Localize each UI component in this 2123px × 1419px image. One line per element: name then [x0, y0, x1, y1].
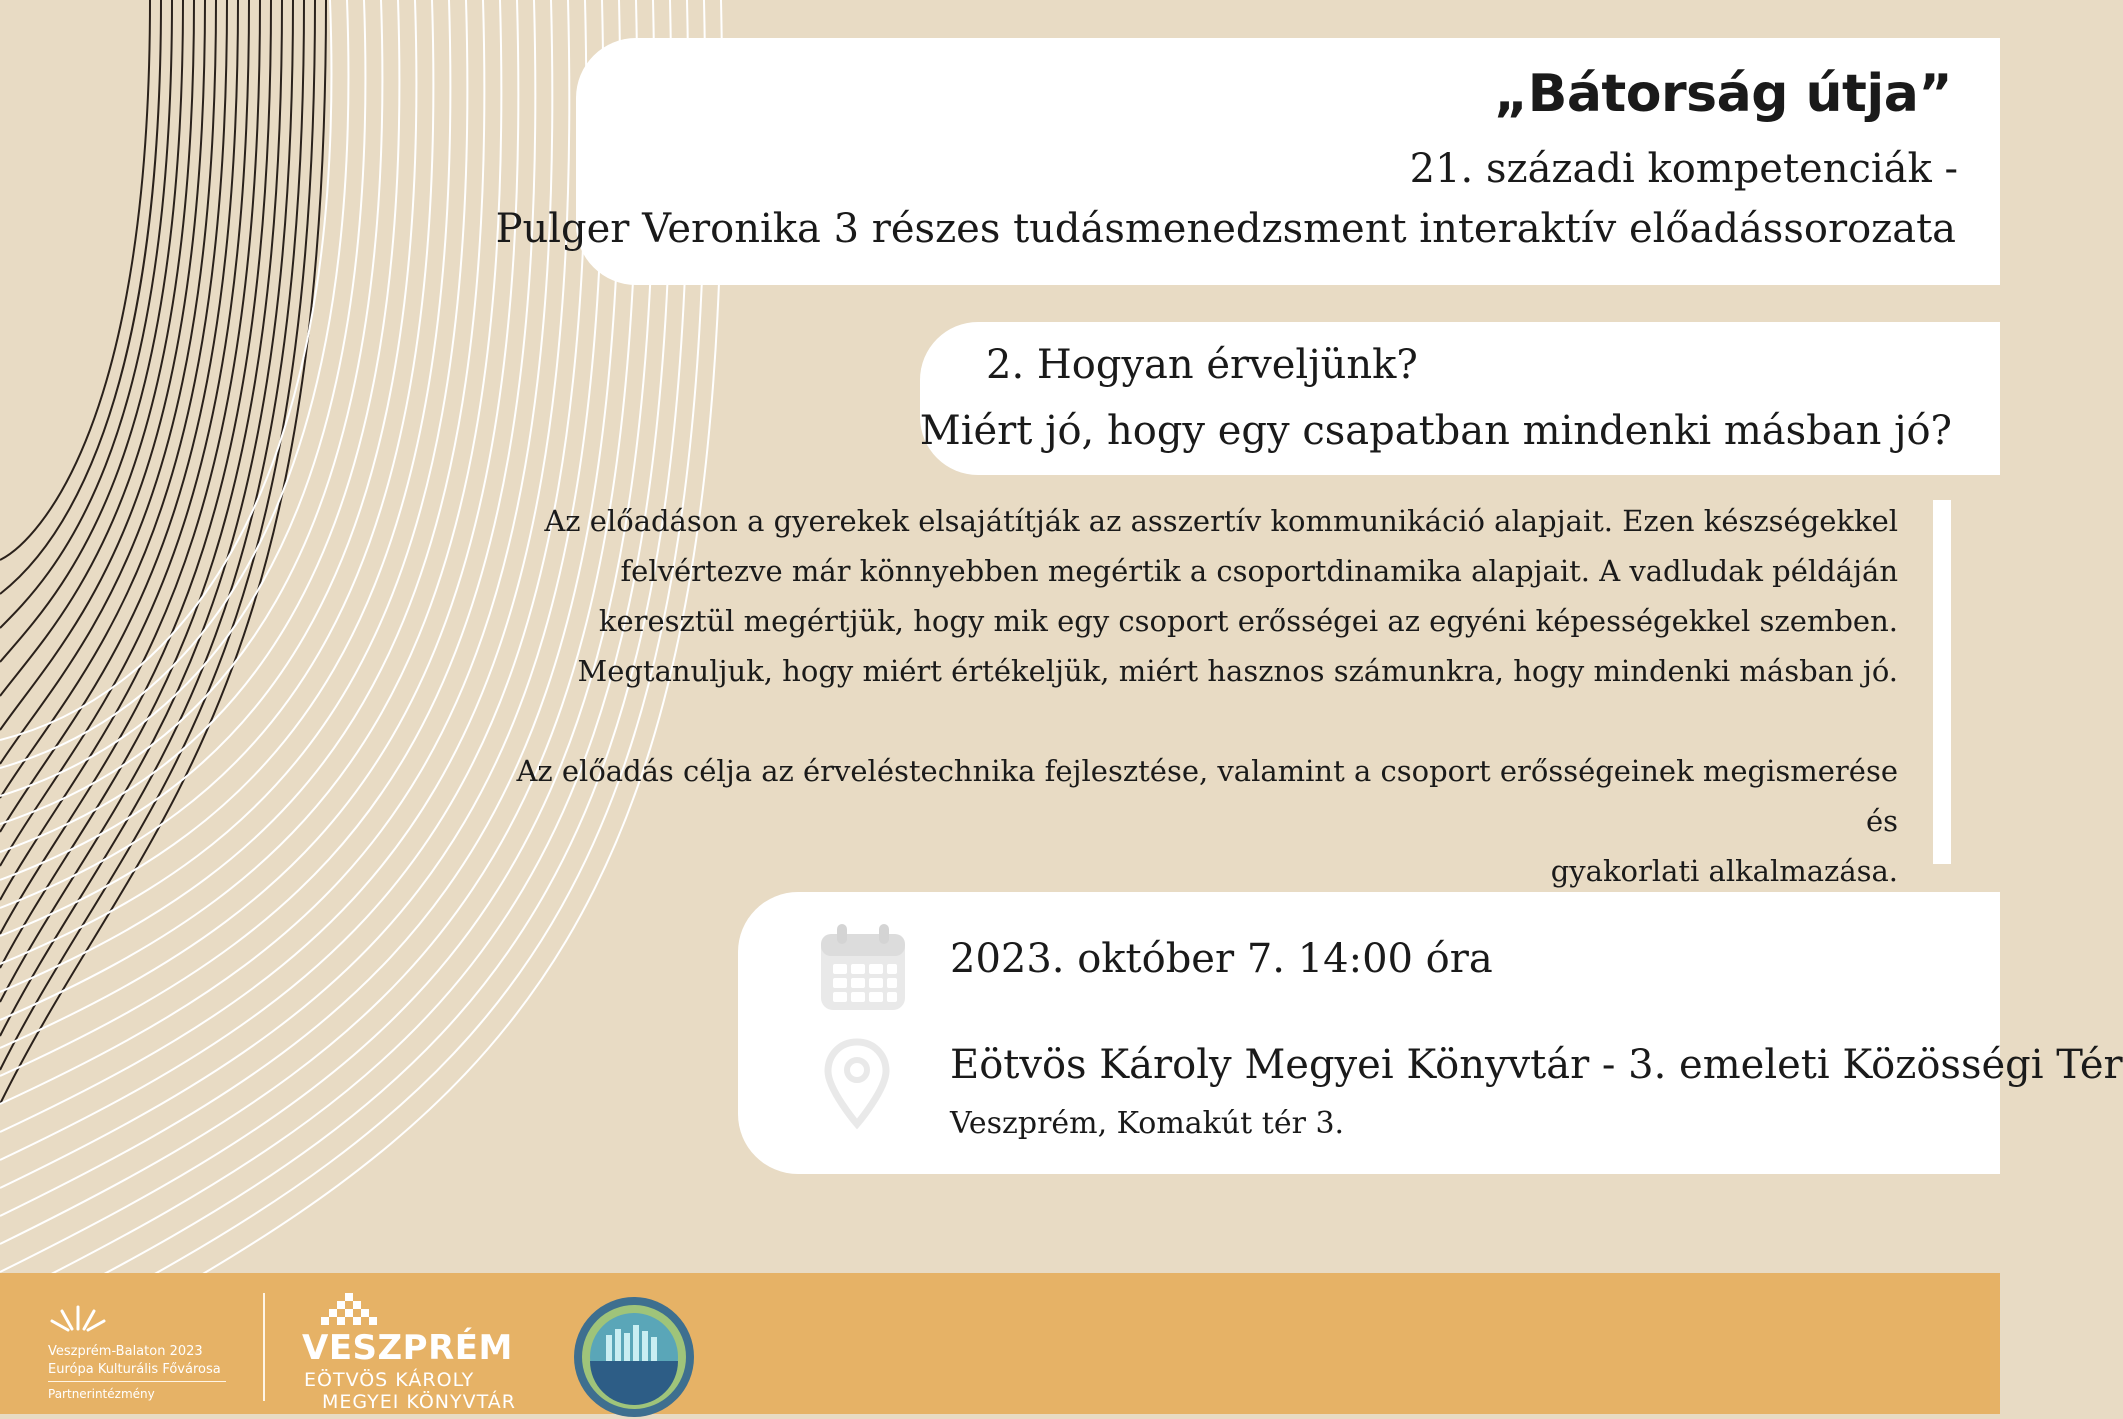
decorative-curve	[0, 0, 161, 594]
ecoc-divider	[48, 1381, 226, 1382]
description	[478, 496, 1898, 896]
decorative-curve	[0, 0, 271, 934]
description-line: Megtanuljuk, hogy miért értékeljük, miért hasznos számunkra, hogy mindenki másban jó.	[577, 654, 1898, 688]
decorative-curve	[0, 0, 501, 1020]
library-logo-sub1: EÖTVÖS KÁROLY	[304, 1369, 475, 1391]
session-question: Miért jó, hogy egy csapatban mindenki másban jó?	[919, 408, 1952, 454]
event-title: „Bátorság útja”	[1494, 64, 1952, 124]
calendar-icon	[817, 922, 909, 1014]
library-days-badge-icon	[572, 1295, 696, 1419]
description-line: Az előadáson a gyerekek elsajátítják az asszertív kommunikáció alapjait. Ezen készségekkel	[544, 504, 1898, 538]
event-details-card	[738, 892, 2123, 1174]
session-title: 2. Hogyan érveljünk?	[986, 342, 1418, 388]
footer-separator	[263, 1293, 265, 1401]
description-accent-bar	[1933, 500, 1951, 864]
decorative-curve	[0, 0, 216, 764]
series-description: Pulger Veronika 3 részes tudásmenedzsment interaktív előadássorozata	[495, 206, 1956, 252]
description-line: gyakorlati alkalmazása.	[1550, 854, 1898, 888]
decorative-curve	[0, 0, 304, 1036]
description-line: Az előadás célja az érveléstechnika fejlesztése, valamint a csoport erősségeinek megismerése és	[516, 754, 1898, 838]
description-line: keresztül megértjük, hogy mik egy csoport erősségei az egyéni képességekkel szemben.	[598, 604, 1898, 638]
veszprem-crown-icon	[320, 1293, 378, 1325]
footer-bar	[0, 1273, 2000, 1414]
question-card	[920, 322, 2000, 475]
event-datetime: 2023. október 7. 14:00 óra	[950, 936, 1493, 982]
event-address: Veszprém, Komakút tér 3.	[950, 1106, 1345, 1141]
ecoc-subtitle: Európa Kulturális Fővárosa	[48, 1362, 221, 1377]
event-subtitle: 21. századi kompetenciák -	[1409, 146, 1958, 192]
library-logo-name: VESZPRÉM	[302, 1328, 513, 1368]
decorative-curve	[0, 0, 172, 628]
decorative-curve	[0, 0, 260, 900]
location-pin-icon	[824, 1038, 890, 1128]
decorative-curve	[0, 0, 194, 696]
library-logo-sub2: MEGYEI KÖNYVTÁR	[322, 1391, 516, 1413]
ecoc-partner-label: Partnerintézmény	[48, 1387, 155, 1401]
decorative-curve	[0, 0, 150, 560]
ecoc-sunburst-icon	[46, 1303, 110, 1333]
decorative-curve	[0, 0, 205, 730]
description-line: felvértezve már könnyebben megértik a csoportdinamika alapjait. A vadludak példáján	[620, 554, 1898, 588]
title-card	[495, 38, 2000, 285]
ecoc-title: Veszprém-Balaton 2023	[48, 1344, 203, 1359]
decorative-curve	[0, 0, 399, 852]
decorative-curve	[0, 0, 484, 992]
event-location: Eötvös Károly Megyei Könyvtár - 3. emeleti Közösségi Tér	[950, 1042, 2123, 1088]
decorative-curve	[0, 0, 416, 880]
decorative-curve	[0, 0, 552, 1104]
decorative-curve	[0, 0, 331, 740]
decorative-curve	[0, 0, 365, 796]
